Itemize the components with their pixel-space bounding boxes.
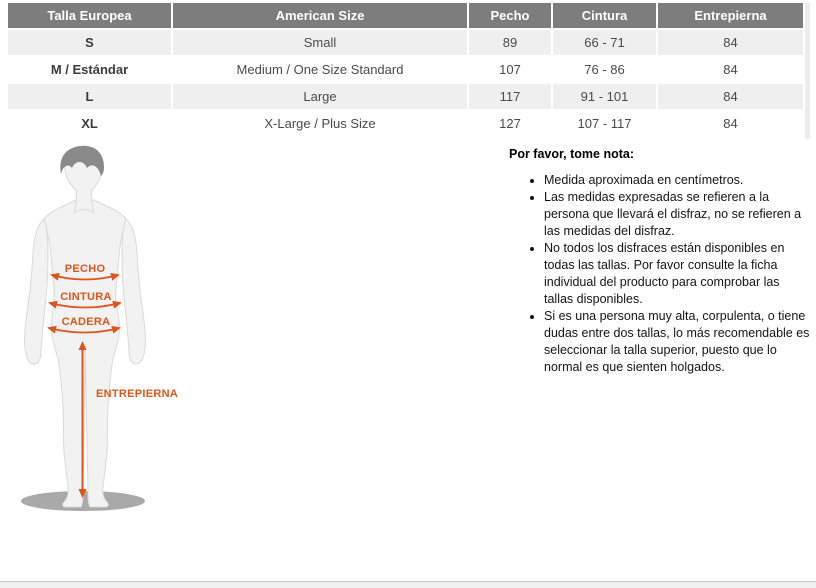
table-row [8,111,803,136]
table-cell: 66 - 71 [553,30,656,55]
body-measurement-figure [0,145,250,530]
body-silhouette-image [0,145,250,530]
notes-panel [509,147,811,376]
inseam-label: ENTREPIERNA [96,388,179,400]
table-cell: Medium / One Size Standard [173,57,467,82]
notes-title: Por favor, tome nota: [509,147,635,161]
column-header: Cintura [553,3,656,28]
table-cell: 84 [658,84,803,109]
table-cell: 84 [658,57,803,82]
table-row [8,84,803,109]
note-bullet: • Medida aproximada en centímetros. [544,172,811,189]
table-cell: Large [173,84,467,109]
left-arm-shape [25,219,48,364]
table-cell: S [8,30,171,55]
table-cell: 89 [469,30,551,55]
note-bullet: • Si es una persona muy alta, corpulenta, o tiene dudas entre dos tallas, lo más recomendable es seleccionar la talla superior, puesto que lo normal es que sienten holgados. [544,308,811,376]
note-bullet: • Las medidas expresadas se refieren a la persona que llevará el disfraz, no se refieren a las medidas del disfraz. [544,189,811,240]
right-arm-shape [122,219,145,364]
table-cell: M / Estándar [8,57,171,82]
table-cell: 84 [658,30,803,55]
table-right-edge [805,3,810,139]
column-header: Entrepierna [658,3,803,28]
table-cell: 107 - 117 [553,111,656,136]
waist-label: CINTURA [60,291,112,303]
column-header: Talla Europea [8,3,171,28]
table-row [8,30,803,55]
note-bullet: • No todos los disfraces están disponibles en todas las tallas. Por favor consulte la ficha individual del producto para comprobar las tallas disponibles. [544,240,811,308]
table-cell: L [8,84,171,109]
table-cell: 107 [469,57,551,82]
table-cell: 117 [469,84,551,109]
size-table-body [8,30,803,136]
table-cell: 91 - 101 [553,84,656,109]
table-row [8,57,803,82]
chest-label: PECHO [64,263,106,275]
table-cell: Small [173,30,467,55]
column-header: American Size [173,3,467,28]
size-table [6,1,805,138]
table-cell: 84 [658,111,803,136]
footer-divider [0,581,816,588]
table-cell: XL [8,111,171,136]
column-header: Pecho [469,3,551,28]
table-cell: X-Large / Plus Size [173,111,467,136]
size-table-header-row [8,3,803,28]
table-cell: 76 - 86 [553,57,656,82]
hip-label: CADERA [61,316,111,328]
table-cell: 127 [469,111,551,136]
notes-list [509,172,811,376]
torso-legs-shape [44,200,126,507]
